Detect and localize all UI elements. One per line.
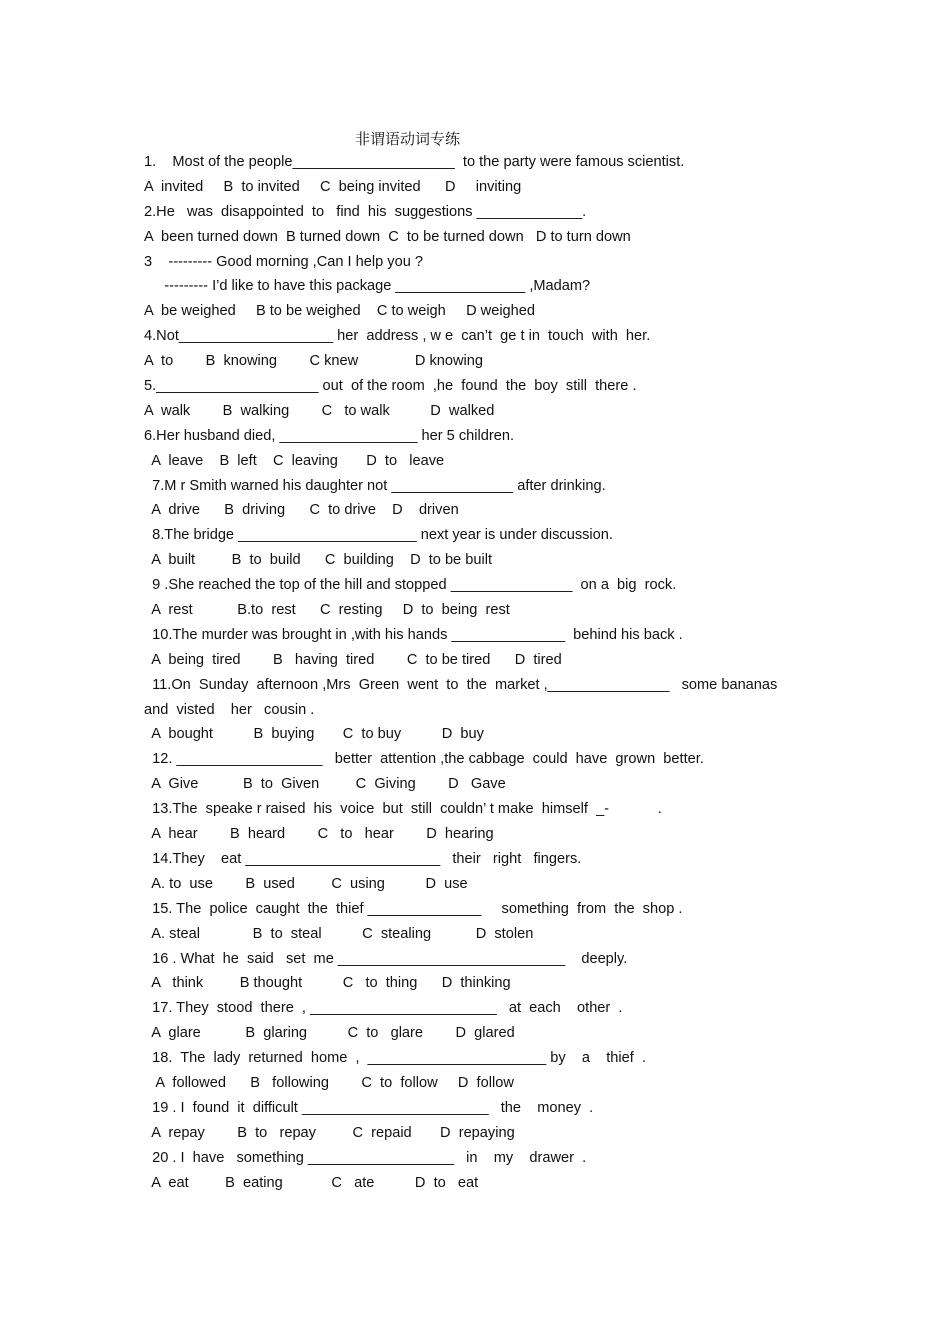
question-20-options: A eat B eating C ate D to eat: [144, 1174, 479, 1191]
question-2-options: A been turned down B turned down C to be turned down D to turn down: [144, 228, 631, 245]
question-6-options: A leave B left C leaving D to leave: [144, 452, 445, 469]
question-17-line: 17. They stood there , _______________________ at each other .: [144, 1000, 623, 1017]
question-14-line: 14.They eat ________________________ their right fingers.: [144, 850, 582, 867]
question-14-options: A. to use B used C using D use: [144, 875, 468, 892]
question-13-line: 13.The speake r raised his voice but still couldn’ t make himself _- .: [144, 801, 662, 818]
question-15-options: A. steal B to steal C stealing D stolen: [144, 925, 534, 942]
question-1-options: A invited B to invited C being invited D inviting: [144, 178, 522, 195]
question-3-line-2: --------- I’d like to have this package ________________ ,Madam?: [144, 278, 591, 295]
question-15-line: 15. The police caught the thief ______________ something from the shop .: [144, 900, 683, 917]
exercise-lines: [144, 152, 824, 1197]
document-title: 非谓语动词专练: [355, 130, 461, 148]
question-5-options: A walk B walking C to walk D walked: [144, 402, 495, 419]
question-7-line: 7.M r Smith warned his daughter not _______________ after drinking.: [144, 477, 606, 494]
question-16-line: 16 . What he said set me ____________________________ deeply.: [144, 950, 628, 967]
question-8-options: A built B to build C building D to be built: [144, 552, 492, 569]
question-18-line: 18. The lady returned home , ______________________ by a thief .: [144, 1050, 646, 1067]
question-11-line: 11.On Sunday afternoon ,Mrs Green went to the market ,_______________ some bananas: [144, 676, 778, 693]
question-18-options: A followed B following C to follow D follow: [144, 1074, 514, 1091]
question-3-options: A be weighed B to be weighed C to weigh D weighed: [144, 303, 536, 320]
question-1-line: 1. Most of the people____________________ to the party were famous scientist.: [144, 154, 685, 170]
question-12-options: A Give B to Given C Giving D Gave: [144, 776, 506, 793]
question-3-line: 3 --------- Good morning ,Can I help you ?: [144, 253, 423, 270]
question-19-options: A repay B to repay C repaid D repaying: [144, 1124, 515, 1141]
question-20-line: 20 . I have something __________________ in my drawer .: [144, 1149, 587, 1166]
question-11-line-2: and visted her cousin .: [144, 701, 315, 718]
question-4-options: A to B knowing C knew D knowing: [144, 353, 484, 370]
question-9-line: 9 .She reached the top of the hill and stopped _______________ on a big rock.: [144, 577, 677, 594]
question-10-line: 10.The murder was brought in ,with his hands ______________ behind his back .: [144, 626, 683, 643]
question-9-options: A rest B.to rest C resting D to being rest: [144, 602, 510, 619]
question-10-options: A being tired B having tired C to be tired D tired: [144, 651, 562, 668]
question-6-line: 6.Her husband died, _________________ her 5 children.: [144, 427, 515, 444]
question-17-options: A glare B glaring C to glare D glared: [144, 1025, 515, 1042]
question-11-options: A bought B buying C to buy D buy: [144, 726, 484, 743]
question-4-line: 4.Not___________________ her address , w e can’t ge t in touch with her.: [144, 328, 651, 345]
question-7-options: A drive B driving C to drive D driven: [144, 502, 459, 519]
question-8-line: 8.The bridge ______________________ next year is under discussion.: [144, 527, 613, 544]
question-2-line: 2.He was disappointed to find his suggestions _____________.: [144, 203, 587, 220]
question-5-line: 5.____________________ out of the room ,he found the boy still there .: [144, 378, 637, 395]
question-12-line: 12. __________________ better attention ,the cabbage could have grown better.: [144, 751, 704, 768]
question-13-options: A hear B heard C to hear D hearing: [144, 826, 494, 843]
question-16-options: A think B thought C to thing D thinking: [144, 975, 511, 992]
question-19-line: 19 . I found it difficult _______________________ the money .: [144, 1099, 594, 1116]
